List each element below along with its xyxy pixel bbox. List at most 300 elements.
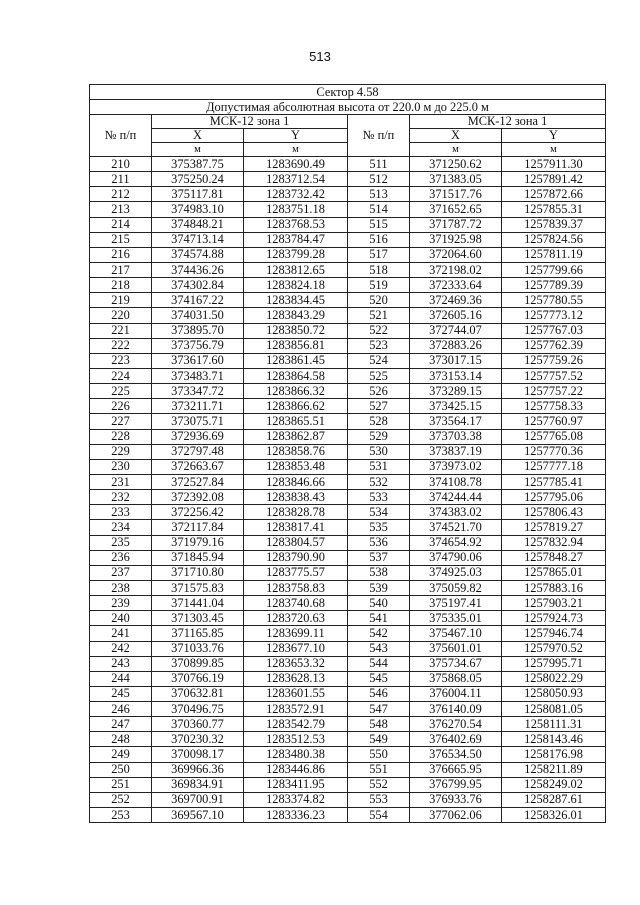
- x-value-right: 376534.50: [410, 747, 502, 762]
- y-value-left: 1283866.62: [244, 399, 348, 414]
- point-number-left: 245: [90, 686, 152, 701]
- y-value-right: 1257799.66: [502, 262, 606, 277]
- table-row: [90, 762, 606, 777]
- x-value-right: 374790.06: [410, 550, 502, 565]
- x-value-right: 373564.17: [410, 414, 502, 429]
- sector-title: Сектор 4.58: [90, 85, 606, 100]
- y-header-right: Y: [502, 129, 606, 143]
- x-value-left: 371165.85: [152, 626, 244, 641]
- y-value-right: 1257970.52: [502, 641, 606, 656]
- x-value-right: 375059.82: [410, 580, 502, 595]
- table-row: [90, 323, 606, 338]
- point-number-right: 522: [348, 323, 410, 338]
- point-number-left: 227: [90, 414, 152, 429]
- point-number-left: 210: [90, 157, 152, 172]
- y-value-left: 1283865.51: [244, 414, 348, 429]
- table-row: [90, 459, 606, 474]
- point-number-left: 248: [90, 732, 152, 747]
- y-value-left: 1283690.49: [244, 157, 348, 172]
- x-header-right: X: [410, 129, 502, 143]
- point-number-left: 219: [90, 293, 152, 308]
- table-row: [90, 368, 606, 383]
- y-value-right: 1257765.08: [502, 429, 606, 444]
- x-value-left: 373895.70: [152, 323, 244, 338]
- x-value-left: 372117.84: [152, 520, 244, 535]
- x-value-right: 376933.76: [410, 792, 502, 807]
- y-value-right: 1257811.19: [502, 247, 606, 262]
- y-value-left: 1283834.45: [244, 293, 348, 308]
- point-number-right: 536: [348, 535, 410, 550]
- x-value-right: 373973.02: [410, 459, 502, 474]
- number-header-left: № п/п: [90, 115, 152, 157]
- table-row: [90, 626, 606, 641]
- table-row: [90, 505, 606, 520]
- point-number-right: 544: [348, 656, 410, 671]
- y-value-left: 1283512.53: [244, 732, 348, 747]
- point-number-right: 517: [348, 247, 410, 262]
- y-value-right: 1257848.27: [502, 550, 606, 565]
- x-value-left: 373211.71: [152, 399, 244, 414]
- x-value-left: 370899.85: [152, 656, 244, 671]
- y-value-left: 1283846.66: [244, 474, 348, 489]
- x-value-left: 375387.75: [152, 157, 244, 172]
- point-number-right: 532: [348, 474, 410, 489]
- x-value-left: 369966.36: [152, 762, 244, 777]
- zone-header-left: МСК-12 зона 1: [152, 115, 348, 129]
- point-number-right: 526: [348, 384, 410, 399]
- y-unit-right: м: [502, 143, 606, 157]
- point-number-right: 535: [348, 520, 410, 535]
- table-row: [90, 641, 606, 656]
- y-value-right: 1257839.37: [502, 217, 606, 232]
- table-row: [90, 338, 606, 353]
- table-row: [90, 550, 606, 565]
- x-value-right: 374383.02: [410, 505, 502, 520]
- y-value-right: 1257795.06: [502, 490, 606, 505]
- x-value-right: 374925.03: [410, 565, 502, 580]
- x-value-left: 371441.04: [152, 596, 244, 611]
- point-number-left: 225: [90, 384, 152, 399]
- y-value-left: 1283799.28: [244, 247, 348, 262]
- y-unit-left: м: [244, 143, 348, 157]
- table-row: [90, 792, 606, 807]
- point-number-right: 546: [348, 686, 410, 701]
- y-value-right: 1258050.93: [502, 686, 606, 701]
- y-value-right: 1257872.66: [502, 187, 606, 202]
- table-row: [90, 747, 606, 762]
- y-value-left: 1283838.43: [244, 490, 348, 505]
- x-value-right: 375868.05: [410, 671, 502, 686]
- x-value-left: 373347.72: [152, 384, 244, 399]
- point-number-right: 551: [348, 762, 410, 777]
- x-value-right: 372744.07: [410, 323, 502, 338]
- table-row: [90, 247, 606, 262]
- x-value-left: 371710.80: [152, 565, 244, 580]
- y-value-right: 1257762.39: [502, 338, 606, 353]
- y-value-left: 1283850.72: [244, 323, 348, 338]
- x-value-left: 371845.94: [152, 550, 244, 565]
- x-value-right: 372605.16: [410, 308, 502, 323]
- x-value-right: 372469.36: [410, 293, 502, 308]
- coordinates-table: [89, 84, 606, 823]
- point-number-right: 530: [348, 444, 410, 459]
- table-body: [90, 157, 606, 823]
- x-value-left: 374436.26: [152, 262, 244, 277]
- point-number-right: 524: [348, 353, 410, 368]
- y-value-left: 1283740.68: [244, 596, 348, 611]
- y-value-right: 1257806.43: [502, 505, 606, 520]
- table-row: [90, 732, 606, 747]
- x-value-left: 372527.84: [152, 474, 244, 489]
- point-number-left: 212: [90, 187, 152, 202]
- point-number-right: 552: [348, 777, 410, 792]
- point-number-right: 534: [348, 505, 410, 520]
- y-value-right: 1257758.33: [502, 399, 606, 414]
- x-value-right: 376402.69: [410, 732, 502, 747]
- point-number-left: 213: [90, 202, 152, 217]
- x-value-right: 374244.44: [410, 490, 502, 505]
- x-value-right: 375467.10: [410, 626, 502, 641]
- point-number-left: 229: [90, 444, 152, 459]
- point-number-right: 519: [348, 278, 410, 293]
- point-number-left: 228: [90, 429, 152, 444]
- x-unit-right: м: [410, 143, 502, 157]
- table-row: [90, 808, 606, 823]
- y-value-left: 1283480.38: [244, 747, 348, 762]
- point-number-left: 230: [90, 459, 152, 474]
- x-value-left: 374848.21: [152, 217, 244, 232]
- y-value-left: 1283784.47: [244, 232, 348, 247]
- point-number-right: 529: [348, 429, 410, 444]
- point-number-left: 247: [90, 717, 152, 732]
- y-value-left: 1283817.41: [244, 520, 348, 535]
- table-row: [90, 580, 606, 595]
- y-value-left: 1283843.29: [244, 308, 348, 323]
- point-number-left: 238: [90, 580, 152, 595]
- point-number-right: 543: [348, 641, 410, 656]
- y-value-right: 1257891.42: [502, 172, 606, 187]
- x-value-right: 372198.02: [410, 262, 502, 277]
- x-value-right: 376004.11: [410, 686, 502, 701]
- y-value-left: 1283542.79: [244, 717, 348, 732]
- y-value-left: 1283374.82: [244, 792, 348, 807]
- table-row: [90, 474, 606, 489]
- x-value-right: 376270.54: [410, 717, 502, 732]
- y-value-right: 1257785.41: [502, 474, 606, 489]
- x-value-left: 374574.88: [152, 247, 244, 262]
- point-number-left: 211: [90, 172, 152, 187]
- x-value-right: 377062.06: [410, 808, 502, 823]
- y-value-left: 1283790.90: [244, 550, 348, 565]
- y-value-left: 1283768.53: [244, 217, 348, 232]
- x-value-left: 370098.17: [152, 747, 244, 762]
- point-number-left: 221: [90, 323, 152, 338]
- table-row: [90, 353, 606, 368]
- x-value-left: 373483.71: [152, 368, 244, 383]
- y-value-right: 1257759.26: [502, 353, 606, 368]
- point-number-left: 216: [90, 247, 152, 262]
- x-value-right: 373289.15: [410, 384, 502, 399]
- point-number-left: 222: [90, 338, 152, 353]
- x-value-right: 373153.14: [410, 368, 502, 383]
- x-value-right: 374521.70: [410, 520, 502, 535]
- x-value-left: 370230.32: [152, 732, 244, 747]
- y-value-left: 1283853.48: [244, 459, 348, 474]
- page-number: 513: [309, 49, 331, 64]
- x-unit-left: м: [152, 143, 244, 157]
- x-value-left: 374713.14: [152, 232, 244, 247]
- point-number-right: 549: [348, 732, 410, 747]
- y-value-left: 1283856.81: [244, 338, 348, 353]
- point-number-left: 220: [90, 308, 152, 323]
- y-value-left: 1283411.95: [244, 777, 348, 792]
- x-value-left: 370496.75: [152, 702, 244, 717]
- y-value-right: 1257770.36: [502, 444, 606, 459]
- point-number-right: 518: [348, 262, 410, 277]
- point-number-right: 523: [348, 338, 410, 353]
- y-value-left: 1283862.87: [244, 429, 348, 444]
- x-value-left: 372797.48: [152, 444, 244, 459]
- point-number-right: 553: [348, 792, 410, 807]
- point-number-right: 548: [348, 717, 410, 732]
- table-row: [90, 535, 606, 550]
- point-number-right: 547: [348, 702, 410, 717]
- table-row: [90, 399, 606, 414]
- point-number-left: 237: [90, 565, 152, 580]
- x-value-right: 373425.15: [410, 399, 502, 414]
- x-value-right: 371925.98: [410, 232, 502, 247]
- point-number-right: 528: [348, 414, 410, 429]
- point-number-right: 512: [348, 172, 410, 187]
- y-value-left: 1283712.54: [244, 172, 348, 187]
- point-number-left: 215: [90, 232, 152, 247]
- point-number-right: 539: [348, 580, 410, 595]
- point-number-right: 521: [348, 308, 410, 323]
- x-value-left: 375117.81: [152, 187, 244, 202]
- x-value-right: 373017.15: [410, 353, 502, 368]
- y-value-left: 1283446.86: [244, 762, 348, 777]
- point-number-left: 232: [90, 490, 152, 505]
- table-row: [90, 308, 606, 323]
- point-number-left: 253: [90, 808, 152, 823]
- point-number-left: 240: [90, 611, 152, 626]
- y-value-left: 1283824.18: [244, 278, 348, 293]
- y-value-right: 1257832.94: [502, 535, 606, 550]
- table-row: [90, 611, 606, 626]
- point-number-right: 511: [348, 157, 410, 172]
- table-row: [90, 232, 606, 247]
- altitude-range: Допустимая абсолютная высота от 220.0 м до 225.0 м: [90, 100, 606, 115]
- point-number-right: 514: [348, 202, 410, 217]
- y-value-right: 1257911.30: [502, 157, 606, 172]
- x-value-left: 370632.81: [152, 686, 244, 701]
- y-value-left: 1283677.10: [244, 641, 348, 656]
- table-row: [90, 278, 606, 293]
- table-row: [90, 702, 606, 717]
- y-value-left: 1283751.18: [244, 202, 348, 217]
- x-value-right: 371652.65: [410, 202, 502, 217]
- y-value-right: 1257757.22: [502, 384, 606, 399]
- x-value-left: 372936.69: [152, 429, 244, 444]
- y-value-left: 1283699.11: [244, 626, 348, 641]
- y-value-left: 1283804.57: [244, 535, 348, 550]
- number-header-right: № п/п: [348, 115, 410, 157]
- x-value-right: 376665.95: [410, 762, 502, 777]
- y-value-left: 1283858.76: [244, 444, 348, 459]
- table-row: [90, 596, 606, 611]
- point-number-left: 241: [90, 626, 152, 641]
- point-number-left: 250: [90, 762, 152, 777]
- x-value-right: 371517.76: [410, 187, 502, 202]
- point-number-left: 239: [90, 596, 152, 611]
- x-value-right: 375601.01: [410, 641, 502, 656]
- y-value-right: 1257780.55: [502, 293, 606, 308]
- point-number-right: 542: [348, 626, 410, 641]
- x-value-left: 370360.77: [152, 717, 244, 732]
- x-value-right: 372883.26: [410, 338, 502, 353]
- zone-header-right: МСК-12 зона 1: [410, 115, 606, 129]
- y-value-left: 1283866.32: [244, 384, 348, 399]
- table-row: [90, 444, 606, 459]
- x-value-left: 371575.83: [152, 580, 244, 595]
- table-row: [90, 717, 606, 732]
- table-row: [90, 172, 606, 187]
- x-value-left: 374167.22: [152, 293, 244, 308]
- point-number-right: 545: [348, 671, 410, 686]
- table-row: [90, 429, 606, 444]
- point-number-right: 540: [348, 596, 410, 611]
- point-number-left: 217: [90, 262, 152, 277]
- table-row: [90, 293, 606, 308]
- x-value-right: 374108.78: [410, 474, 502, 489]
- point-number-right: 538: [348, 565, 410, 580]
- x-value-right: 375734.67: [410, 656, 502, 671]
- x-value-right: 371250.62: [410, 157, 502, 172]
- x-value-left: 371303.45: [152, 611, 244, 626]
- x-value-right: 371787.72: [410, 217, 502, 232]
- y-value-right: 1257824.56: [502, 232, 606, 247]
- table-row: [90, 202, 606, 217]
- y-value-left: 1283861.45: [244, 353, 348, 368]
- y-value-left: 1283572.91: [244, 702, 348, 717]
- point-number-left: 233: [90, 505, 152, 520]
- x-value-left: 373756.79: [152, 338, 244, 353]
- x-value-right: 374654.92: [410, 535, 502, 550]
- y-value-right: 1257777.18: [502, 459, 606, 474]
- x-value-left: 369834.91: [152, 777, 244, 792]
- x-value-left: 372392.08: [152, 490, 244, 505]
- table-row: [90, 490, 606, 505]
- point-number-left: 234: [90, 520, 152, 535]
- y-value-right: 1258143.46: [502, 732, 606, 747]
- y-value-right: 1257946.74: [502, 626, 606, 641]
- y-value-right: 1258287.61: [502, 792, 606, 807]
- table-row: [90, 520, 606, 535]
- x-value-left: 372256.42: [152, 505, 244, 520]
- y-value-right: 1257883.16: [502, 580, 606, 595]
- point-number-right: 541: [348, 611, 410, 626]
- point-number-left: 236: [90, 550, 152, 565]
- point-number-left: 214: [90, 217, 152, 232]
- x-value-right: 373703.38: [410, 429, 502, 444]
- y-value-right: 1257855.31: [502, 202, 606, 217]
- table-row: [90, 384, 606, 399]
- y-value-left: 1283864.58: [244, 368, 348, 383]
- x-value-left: 371979.16: [152, 535, 244, 550]
- x-value-left: 373075.71: [152, 414, 244, 429]
- table-row: [90, 777, 606, 792]
- point-number-right: 525: [348, 368, 410, 383]
- point-number-left: 218: [90, 278, 152, 293]
- y-value-right: 1257789.39: [502, 278, 606, 293]
- table-row: [90, 656, 606, 671]
- x-value-right: 375335.01: [410, 611, 502, 626]
- table-row: [90, 217, 606, 232]
- y-value-right: 1257903.21: [502, 596, 606, 611]
- y-value-right: 1257995.71: [502, 656, 606, 671]
- point-number-right: 527: [348, 399, 410, 414]
- point-number-left: 243: [90, 656, 152, 671]
- table-row: [90, 262, 606, 277]
- table-row: [90, 671, 606, 686]
- point-number-left: 235: [90, 535, 152, 550]
- point-number-right: 554: [348, 808, 410, 823]
- x-value-left: 370766.19: [152, 671, 244, 686]
- x-value-left: 374983.10: [152, 202, 244, 217]
- y-value-right: 1258326.01: [502, 808, 606, 823]
- point-number-left: 252: [90, 792, 152, 807]
- y-value-left: 1283758.83: [244, 580, 348, 595]
- y-value-right: 1258022.29: [502, 671, 606, 686]
- y-value-right: 1258111.31: [502, 717, 606, 732]
- x-value-left: 373617.60: [152, 353, 244, 368]
- x-value-right: 375197.41: [410, 596, 502, 611]
- point-number-left: 246: [90, 702, 152, 717]
- point-number-left: 249: [90, 747, 152, 762]
- y-value-right: 1257760.97: [502, 414, 606, 429]
- point-number-right: 550: [348, 747, 410, 762]
- point-number-right: 531: [348, 459, 410, 474]
- x-value-left: 374302.84: [152, 278, 244, 293]
- x-value-left: 375250.24: [152, 172, 244, 187]
- x-value-right: 376140.09: [410, 702, 502, 717]
- y-value-right: 1257865.01: [502, 565, 606, 580]
- y-value-right: 1257757.52: [502, 368, 606, 383]
- y-value-right: 1258249.02: [502, 777, 606, 792]
- y-value-right: 1257773.12: [502, 308, 606, 323]
- y-value-right: 1257767.03: [502, 323, 606, 338]
- table-row: [90, 157, 606, 172]
- y-value-right: 1258211.89: [502, 762, 606, 777]
- point-number-left: 251: [90, 777, 152, 792]
- point-number-left: 242: [90, 641, 152, 656]
- x-value-left: 372663.67: [152, 459, 244, 474]
- point-number-left: 223: [90, 353, 152, 368]
- point-number-left: 244: [90, 671, 152, 686]
- table-row: [90, 187, 606, 202]
- y-value-right: 1257819.27: [502, 520, 606, 535]
- table-row: [90, 565, 606, 580]
- point-number-right: 513: [348, 187, 410, 202]
- point-number-left: 224: [90, 368, 152, 383]
- y-value-left: 1283732.42: [244, 187, 348, 202]
- y-value-right: 1258176.98: [502, 747, 606, 762]
- x-value-right: 371383.05: [410, 172, 502, 187]
- x-value-right: 376799.95: [410, 777, 502, 792]
- y-value-left: 1283653.32: [244, 656, 348, 671]
- x-header-left: X: [152, 129, 244, 143]
- x-value-right: 373837.19: [410, 444, 502, 459]
